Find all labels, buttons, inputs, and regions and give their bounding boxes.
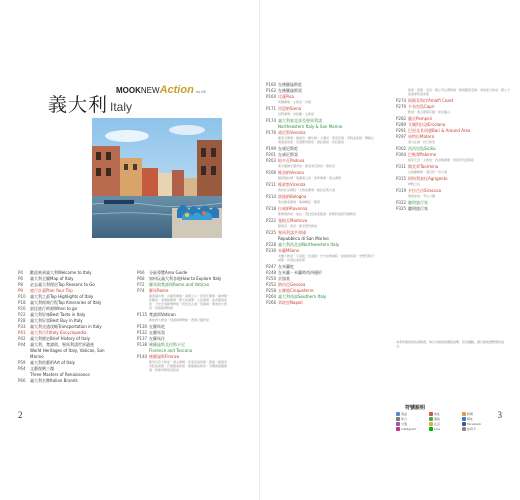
toc-page-number: P132	[137, 330, 148, 335]
toc-entry	[266, 218, 376, 223]
toc-entry	[396, 152, 511, 157]
toc-page-number: P9	[18, 288, 23, 293]
toc-title: 龐貝Pompeii	[408, 116, 432, 121]
toc-entry	[137, 348, 232, 353]
brand-logo	[116, 80, 206, 98]
toc-title: 義大利好味Best Taste in Italy	[30, 312, 86, 317]
toc-page-number: P248	[266, 270, 277, 275]
toc-title: 義大利東北部及聖馬利諾	[278, 118, 322, 123]
toc-title: Florence and Toscana	[149, 348, 193, 353]
toc-title: 波隆納Bologna	[278, 194, 307, 199]
toc-entry	[266, 282, 376, 287]
toc-title: 義大利西北部Northwestern Italy	[278, 242, 340, 247]
legend-label: Line	[434, 427, 441, 431]
toc-description: 聖馬可廣場・總督宮・嘆息橋・大運河・里亞托橋・學院美術館・佩姬古根漢美術館・安康聖母教堂・慕拉諾島・布拉諾島	[278, 136, 375, 144]
toc-title: 在威尼斯買	[278, 152, 298, 157]
legend-icon	[462, 422, 466, 426]
toc-entry	[18, 366, 108, 371]
toc-page-number: P289	[396, 122, 407, 127]
toc-title: 旅行計畫Plan Your Trip	[30, 288, 73, 293]
toc-page-number: P44	[18, 342, 26, 347]
toc-title: 熱內亞Genova	[278, 282, 306, 287]
legend-icon	[396, 417, 400, 421]
toc-title: 夕拉古沙Siracusa	[408, 188, 442, 193]
toc-entry	[266, 236, 376, 241]
toc-title: 梵諦岡Vatican	[149, 312, 176, 317]
legend-icon	[396, 427, 400, 431]
toc-page-number: P10	[18, 294, 26, 299]
toc-page-number: P214	[266, 194, 277, 199]
brand-new: NEW	[140, 86, 160, 95]
page-number-left: 2	[18, 410, 23, 420]
toc-entry	[396, 188, 511, 193]
toc-title: 維欽察Vicenza	[278, 182, 306, 187]
toc-entry	[396, 146, 511, 151]
legend-label: 注意	[434, 422, 441, 426]
toc-entry	[137, 270, 232, 275]
toc-title: 馬特拉Matera	[408, 134, 435, 139]
toc-entry	[137, 330, 232, 335]
toc-page-number: P130	[137, 324, 148, 329]
legend-label: 信用卡	[467, 427, 477, 431]
toc-entry	[396, 176, 511, 181]
brand-action: Action	[159, 84, 194, 96]
toc-column-2	[137, 270, 232, 374]
toc-description: 馬吉歐雷廣場・海神噴泉・雙塔	[278, 200, 321, 204]
toc-title: 佛羅倫斯及托斯卡尼	[149, 342, 185, 347]
toc-entry	[266, 194, 376, 199]
toc-entry	[266, 118, 376, 123]
legend-icon	[429, 427, 433, 431]
toc-page-number: P203	[266, 158, 277, 163]
toc-description: 米蘭大教堂・艾曼紐二世迴廊・史卡拉歌劇院・最後的晚餐・史豐哲斯可城堡・布雷拉美術館	[278, 254, 375, 262]
toc-description: 神殿之谷	[408, 182, 421, 186]
title-zh: 義大利	[48, 94, 109, 116]
toc-page-number: P319	[396, 188, 407, 193]
toc-entry	[266, 124, 376, 129]
toc-title: 在羅馬買	[149, 330, 165, 335]
legend-label: 地址	[434, 412, 441, 416]
toc-entry	[137, 282, 232, 287]
toc-page-number: P211	[266, 182, 277, 187]
legend-icon	[429, 417, 433, 421]
toc-description: 古希臘劇場・溫貝托一世大道	[408, 170, 448, 174]
toc-title: 曼帕瓦Mantova	[278, 218, 308, 223]
toc-entry	[266, 270, 376, 275]
toc-entry	[266, 264, 376, 269]
toc-entry	[266, 88, 376, 93]
toc-entry	[18, 294, 108, 299]
toc-page-number: P176	[266, 130, 277, 135]
toc-title: 義大利交通攻略Transportation in Italy	[30, 324, 102, 329]
toc-page-number: P297	[396, 134, 407, 139]
toc-entry	[137, 312, 232, 317]
info-note: 本書所提供的各項資訊，均以出版前的調查為準，若有變動，請以當地實際情況為主。	[396, 340, 505, 348]
toc-title: 最佳旅行時刻When to go	[30, 306, 78, 311]
toc-page-number: P72	[137, 282, 145, 287]
toc-title: Northeastern Italy & San Marino	[278, 124, 343, 129]
toc-entry	[266, 94, 376, 99]
toc-title: 分區導覽Area Guide	[149, 270, 188, 275]
toc-page-number: P28	[18, 318, 26, 323]
toc-page-number: P140	[137, 354, 148, 359]
toc-title: 聰明旅行家	[408, 206, 428, 211]
toc-column-1	[18, 270, 108, 384]
toc-page-number: P68	[137, 276, 145, 281]
toc-entry	[18, 336, 108, 341]
toc-page-number: P22	[18, 312, 26, 317]
toc-entry	[137, 354, 232, 359]
toc-title: 在羅馬住	[149, 336, 165, 341]
toc-page-number: P115	[137, 312, 148, 317]
toc-page-number: P137	[137, 336, 148, 341]
toc-entry	[396, 200, 511, 205]
toc-title: 義大利經典行程Top Itineraries of Italy	[30, 300, 102, 305]
toc-page-number: P304	[396, 152, 407, 157]
legend-icon	[396, 422, 400, 426]
legend-item	[429, 412, 459, 416]
legend-icon	[462, 412, 466, 416]
toc-title: 在羅馬吃	[149, 324, 165, 329]
toc-entry	[396, 116, 511, 121]
toc-column-3	[266, 82, 376, 306]
toc-entry	[266, 106, 376, 111]
legend-icon	[462, 427, 466, 431]
toc-title: 義大利的藝術Art of Italy	[30, 360, 76, 365]
toc-entry	[18, 282, 108, 287]
toc-title: 巴勒摩Palermo	[408, 152, 437, 157]
toc-page-number: P252	[266, 282, 277, 287]
toc-entry	[18, 318, 108, 323]
toc-page-number: P322	[396, 200, 407, 205]
toc-title: 義大利歷史Brief History of Italy	[30, 336, 90, 341]
toc-entry	[396, 82, 511, 87]
toc-entry	[18, 342, 108, 347]
toc-entry	[18, 288, 108, 293]
toc-title: 陶美拿Taormina	[408, 164, 439, 169]
toc-page-number: P66	[18, 378, 26, 383]
legend-icon	[396, 412, 400, 416]
toc-page-number: P59	[18, 360, 26, 365]
toc-page-number: P250	[266, 276, 277, 281]
legend-label: 電話	[401, 412, 408, 416]
toc-page-number: P315	[396, 176, 407, 181]
toc-title: 西西里島Sicilia	[408, 146, 436, 151]
toc-entry	[266, 82, 376, 87]
toc-page-number: P174	[266, 118, 277, 123]
toc-entry	[396, 122, 511, 127]
toc-entry	[18, 348, 108, 353]
toc-title: 在佛羅倫斯吃	[278, 82, 302, 87]
toc-description: 田野廣場・市政廳・主教堂	[278, 112, 315, 116]
legend-item	[396, 412, 426, 416]
toc-page-number: P247	[266, 264, 277, 269]
toc-description: 羅馬競技場・古羅馬廣場・真理之口・西班牙廣場・萬神殿・許願池・拿佛納廣場・聖天使城堡・人民廣場・波各賽美術館・卡比托利歐博物館・阿皮亞古道・梵諦岡・聖彼得大教堂・梵諦岡博物館	[149, 294, 231, 310]
legend-item	[429, 422, 459, 426]
toc-title: 義大利、梵諦岡、聖馬利諾世界遺產	[30, 342, 94, 347]
toc-entry	[266, 152, 376, 157]
toc-title: 必去義大利理由Top Reasons to Go	[30, 282, 95, 287]
toc-page-number: P74	[137, 288, 145, 293]
toc-page-number: P206	[266, 170, 277, 175]
toc-title: 貝加莫	[278, 276, 290, 281]
toc-entry	[18, 360, 108, 365]
toc-title: 在威尼斯吃	[278, 146, 298, 151]
toc-title: 羅馬Rome	[149, 288, 169, 293]
toc-entry	[396, 104, 511, 109]
toc-entry	[396, 98, 511, 103]
toc-entry	[18, 270, 108, 275]
toc-entry	[266, 170, 376, 175]
toc-page-number: P160	[266, 82, 277, 87]
legend-icon	[462, 417, 466, 421]
legend-item	[396, 427, 426, 431]
toc-title: 巴里及其周邊Bari & Around Area	[408, 128, 471, 133]
toc-page-number: P291	[396, 128, 407, 133]
toc-page-number: P225	[266, 230, 277, 235]
toc-title: 義大利名牌Italian Brands	[30, 378, 78, 383]
toc-title: 義大利百科Italy Encyclopedia	[30, 330, 87, 335]
toc-entry	[266, 130, 376, 135]
toc-entry	[18, 330, 108, 335]
toc-title: Repubblica di San Marino	[278, 236, 329, 241]
toc-description: 奧林匹克劇院・大教堂廣場・帕拉底奧大道	[278, 188, 336, 192]
toc-title: 如何玩義大利各地How to Explore Italy	[149, 276, 222, 281]
symbol-legend	[396, 412, 496, 431]
toc-title: 五鄉地Cinqueterre	[278, 288, 314, 293]
toc-title: 艾爾科拉諾Ercolano	[408, 122, 446, 127]
toc-column-4	[396, 82, 511, 212]
toc-page-number: P4	[18, 270, 23, 275]
toc-title: 佛羅倫斯Firenze	[149, 354, 180, 359]
legend-icon	[429, 422, 433, 426]
toc-page-number: P41	[18, 330, 26, 335]
toc-title: 拿坡里Napoli	[278, 300, 303, 305]
legend-item	[396, 422, 426, 426]
toc-page-number: P199	[266, 146, 277, 151]
toc-entry	[137, 336, 232, 341]
toc-title: 在米蘭・米蘭時尚四邊形	[278, 270, 322, 275]
toc-title: 威尼斯Venezia	[278, 130, 306, 135]
toc-description: 奧提加島・考古公園	[408, 194, 436, 198]
toc-page-number: P222	[266, 218, 277, 223]
toc-title: 義大利全圖Map of Italy	[30, 276, 74, 281]
toc-entry	[266, 230, 376, 235]
toc-page-number: P20	[18, 306, 26, 311]
toc-description: 洞穴住屋・岩石教堂	[408, 140, 436, 144]
legend-item	[396, 417, 426, 421]
toc-page-number: P325	[396, 206, 407, 211]
toc-title: 米蘭Milano	[278, 248, 300, 253]
toc-entry	[266, 182, 376, 187]
toc-page-number: P311	[396, 164, 407, 169]
toc-entry	[266, 248, 376, 253]
toc-entry	[396, 134, 511, 139]
toc-entry	[137, 288, 232, 293]
toc-page-number: P201	[266, 152, 277, 157]
toc-entry	[396, 128, 511, 133]
toc-description: 斯克羅維尼禮拜堂・聖安東尼教堂・理性宮	[278, 164, 336, 168]
brand-mook: MOOK	[116, 86, 141, 95]
brand-no: no.65	[195, 89, 206, 94]
toc-page-number: P66	[137, 270, 145, 275]
toc-entry	[266, 158, 376, 163]
toc-page-number: P33	[18, 324, 26, 329]
page-number-right: 3	[497, 410, 502, 420]
toc-description: 總督宮・泰宮・聖安德烈教堂	[278, 224, 318, 228]
toc-title: 義大利之最Top Highlights of Italy	[30, 294, 94, 299]
toc-page-number: P264	[266, 294, 277, 299]
toc-entry	[266, 276, 376, 281]
toc-title: Three Masters of Renaissance	[30, 372, 90, 377]
toc-page-number: P302	[396, 146, 407, 151]
toc-entry	[18, 372, 108, 377]
toc-title: 阿瑪菲海岸Amalfi Coast	[408, 98, 454, 103]
venice-canal-photo	[92, 118, 222, 238]
toc-title: 維洛納Verona	[278, 170, 304, 175]
toc-title: 西恩納Siena	[278, 106, 302, 111]
toc-description: 諾曼王宮・主教堂・四首歌廣場・普雷托利亞噴泉	[408, 158, 475, 162]
legend-label: 時間	[467, 412, 474, 416]
toc-title: 拉威納Ravenna	[278, 206, 308, 211]
toc-entry	[18, 306, 108, 311]
toc-page-number: P228	[266, 242, 277, 247]
toc-page-number: P18	[18, 300, 26, 305]
toc-description: 藍洞・奧古斯都花園・索拉羅山	[408, 110, 451, 114]
toc-title: 歡迎來到義大利Welcome to Italy	[30, 270, 92, 275]
toc-title: 帕多瓦Padova	[278, 158, 305, 163]
toc-entry	[137, 342, 232, 347]
toc-page-number: P164	[266, 94, 277, 99]
toc-page-number: P162	[266, 88, 277, 93]
toc-page-number: P266	[266, 300, 277, 305]
toc-title: 卡布里島Capri	[408, 104, 435, 109]
toc-title: 文藝復興三傑	[30, 366, 54, 371]
legend-label: Instagram	[401, 427, 417, 431]
legend-label: 休日	[401, 417, 408, 421]
toc-title: 在米蘭吃	[278, 264, 294, 269]
toc-entry	[18, 276, 108, 281]
toc-title: 義大利好買Best Buy in Italy	[30, 318, 83, 323]
toc-page-number: P64	[18, 366, 26, 371]
toc-description: 圓形競技場・茱麗葉之家・香草廣場・領主廣場	[278, 176, 342, 180]
legend-label: Facebook	[467, 422, 482, 426]
legend-item	[429, 417, 459, 421]
legend-label: 價格	[434, 417, 441, 421]
toc-entry	[266, 300, 376, 305]
toc-title: 比薩Pisa	[278, 94, 294, 99]
toc-page-number: P258	[266, 288, 277, 293]
legend-label: 網址	[467, 417, 474, 421]
toc-page-number: P274	[396, 98, 407, 103]
toc-title: 羅馬與梵諦岡Rome and Vatican	[149, 282, 210, 287]
toc-entry	[266, 206, 376, 211]
legend-item	[462, 427, 492, 431]
toc-entry	[266, 288, 376, 293]
toc-title: World Heritages of Italy, Vatican, San	[30, 348, 105, 353]
toc-page-number: P42	[18, 336, 26, 341]
toc-page-number: P218	[266, 206, 277, 211]
legend-label: 交通	[401, 422, 408, 426]
toc-description: 聖彼得大教堂・梵諦岡博物館・西斯汀禮拜堂	[149, 318, 210, 322]
legend-icon	[429, 412, 433, 416]
toc-entry	[137, 276, 232, 281]
toc-description: 聖母百花大教堂・領主廣場・烏菲茲美術館・舊橋・碧提宮・學院美術館・巴傑羅美術館・聖羅倫佐教堂・米開朗基羅廣場・新聖母瑪利亞教堂	[149, 360, 231, 372]
toc-entry	[18, 312, 108, 317]
toc-title: 在佛羅倫斯買	[278, 88, 302, 93]
toc-title: 義大利南部Southern Italy	[278, 294, 327, 299]
toc-title: Marino	[30, 354, 44, 359]
toc-description: 新堡・蛋堡・皇宮・國立考古博物館・聖塔露西亞港・拿坡里大教堂・國立卡波迪蒙特美術館	[408, 88, 511, 96]
legend-item	[462, 412, 492, 416]
title-en: Italy	[110, 100, 133, 114]
toc-entry	[18, 300, 108, 305]
toc-page-number: P8	[18, 282, 23, 287]
legend-item	[429, 427, 459, 431]
legend-item	[462, 422, 492, 426]
toc-entry	[266, 146, 376, 151]
toc-title: 聰明旅行家	[408, 200, 428, 205]
toc-entry	[18, 378, 108, 383]
toc-entry	[18, 354, 108, 359]
toc-page-number: P171	[266, 106, 277, 111]
toc-page-number: P282	[396, 116, 407, 121]
toc-entry	[266, 242, 376, 247]
toc-entry	[18, 324, 108, 329]
toc-description: 聖維塔教堂・加拉・普拉契迪亞陵墓・新聖阿波里奈爾教堂	[278, 212, 357, 216]
toc-entry	[266, 294, 376, 299]
toc-title: 聖馬利諾共和國	[278, 230, 306, 235]
toc-title: 阿格利真托Agrigento	[408, 176, 448, 181]
toc-entry	[396, 164, 511, 169]
toc-page-number: P138	[137, 342, 148, 347]
toc-entry	[396, 206, 511, 211]
toc-page-number: P279	[396, 104, 407, 109]
toc-page-number: P230	[266, 248, 277, 253]
toc-entry	[137, 324, 232, 329]
legend-title: 符號說明	[405, 405, 426, 411]
toc-description: 奇蹟廣場・主教堂・斜塔	[278, 100, 312, 104]
legend-item	[462, 417, 492, 421]
toc-page-number: P6	[18, 276, 23, 281]
